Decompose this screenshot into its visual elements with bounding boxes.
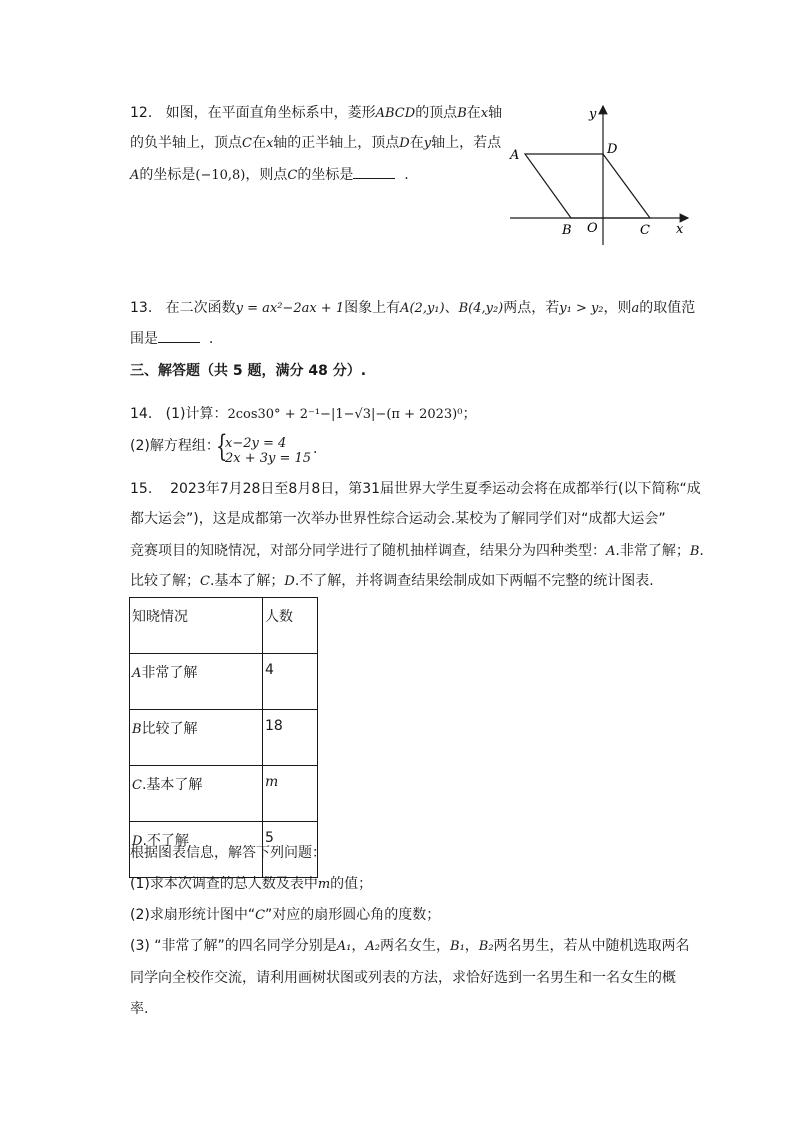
math: a bbox=[631, 301, 640, 316]
table-row bbox=[130, 654, 318, 710]
text: 、 bbox=[444, 300, 459, 316]
text: .基本了解； bbox=[209, 573, 285, 589]
q15-sub-3b bbox=[130, 968, 676, 988]
table-cell bbox=[130, 654, 263, 710]
brace: { bbox=[216, 429, 228, 464]
text: ， bbox=[351, 938, 366, 954]
q12-line-3 bbox=[130, 164, 409, 186]
math: x bbox=[480, 106, 489, 121]
text: ”对应的扇形圆心角的度数； bbox=[265, 907, 441, 923]
text: .非常了解； bbox=[615, 543, 690, 559]
table-header-row bbox=[130, 598, 318, 654]
label-b: B bbox=[562, 223, 572, 238]
label-c: C bbox=[640, 223, 650, 238]
math: (−10,8) bbox=[195, 168, 246, 183]
text: . bbox=[208, 331, 214, 347]
math: D bbox=[284, 574, 295, 589]
text: 轴 bbox=[488, 105, 503, 121]
text: 的值； bbox=[330, 876, 373, 892]
text: 的顶点 bbox=[415, 105, 458, 121]
q13-line-1 bbox=[130, 298, 695, 319]
q15-sub-2 bbox=[130, 905, 440, 926]
math-expression: 2cos30° + 2⁻¹−|1−√3|−(π + 2023)⁰ bbox=[227, 407, 463, 422]
text: 如图，在平面直角坐标系中，菱形 bbox=[165, 105, 376, 121]
q15-line-3 bbox=[130, 541, 704, 562]
math: A bbox=[130, 168, 140, 183]
math: y bbox=[423, 136, 432, 151]
math: C bbox=[242, 136, 252, 151]
label-o: O bbox=[587, 221, 598, 236]
math: C bbox=[132, 778, 142, 793]
text: . bbox=[313, 441, 318, 457]
math: A₁ bbox=[336, 939, 352, 954]
text: .基本了解 bbox=[141, 777, 203, 793]
text: 在二次函数 bbox=[165, 300, 236, 316]
math: B₂ bbox=[478, 939, 494, 954]
q15-number: 15. bbox=[130, 481, 153, 497]
text: (1)求本次调查的总人数及表中 bbox=[130, 876, 318, 892]
math: m bbox=[317, 877, 331, 892]
math: y₁ > y₂ bbox=[559, 301, 604, 316]
equation-1: x−2y = 4 bbox=[225, 436, 287, 451]
table-row bbox=[130, 766, 318, 822]
text: 根据图表信息，解答下列问题： bbox=[130, 845, 326, 861]
text: 在 bbox=[251, 135, 266, 151]
q15-line-1 bbox=[130, 479, 701, 499]
text: (3) “非常了解”的四名同学分别是 bbox=[130, 938, 337, 954]
math: A bbox=[606, 544, 616, 559]
math: B₁ bbox=[450, 939, 465, 954]
math: x bbox=[265, 136, 274, 151]
q15-line-4 bbox=[130, 571, 654, 592]
rhombus-figure bbox=[505, 100, 695, 250]
q15-sub-3a bbox=[130, 936, 690, 957]
text: 都大运会”)，这是成都第一次举办世界性综合运动会.某校为了解同学们对“成都大运会” bbox=[130, 511, 666, 527]
math: D bbox=[132, 834, 143, 849]
q12-number: 12. bbox=[130, 105, 153, 121]
math: B bbox=[132, 722, 142, 737]
text: ； bbox=[462, 406, 477, 422]
text: 在 bbox=[466, 105, 481, 121]
math: B bbox=[457, 106, 467, 121]
answer-blank bbox=[353, 164, 395, 179]
q15-line-2 bbox=[130, 509, 666, 529]
text: . bbox=[699, 543, 704, 559]
table-row bbox=[130, 710, 318, 766]
text: (2)求扇形统计图中“ bbox=[130, 907, 256, 923]
text: (1)计算： bbox=[165, 406, 228, 422]
q13-number: 13. bbox=[130, 300, 153, 316]
text: (2)解方程组： bbox=[130, 438, 220, 454]
text: 的取值范 bbox=[639, 300, 696, 316]
table-cell: 4 bbox=[263, 654, 318, 710]
q14-part-2 bbox=[130, 436, 220, 456]
table-cell bbox=[130, 710, 263, 766]
text: ，则点 bbox=[245, 167, 288, 183]
text: 围是 bbox=[130, 331, 158, 347]
table-cell: 18 bbox=[263, 710, 318, 766]
table-header: 人数 bbox=[263, 598, 318, 654]
math: C bbox=[287, 168, 298, 183]
q15-sub-1 bbox=[130, 874, 372, 895]
answer-blank bbox=[158, 328, 200, 343]
text: . bbox=[404, 167, 409, 183]
q14-part-1 bbox=[130, 404, 476, 425]
text: 的负半轴上，顶点 bbox=[130, 135, 242, 151]
table-cell bbox=[130, 766, 263, 822]
q15-sub-3c bbox=[130, 999, 148, 1019]
table-cell: m bbox=[263, 766, 318, 822]
text: 2023年7月28日至8月8日，第31届世界大学生夏季运动会将在成都举行(以下简称“成 bbox=[170, 481, 701, 497]
text: 轴上，若点 bbox=[431, 135, 502, 151]
text: 非常了解 bbox=[141, 665, 198, 681]
label-a: A bbox=[510, 148, 520, 163]
label-d: D bbox=[607, 142, 618, 157]
text: 图象上有 bbox=[344, 300, 401, 316]
survey-table bbox=[129, 597, 318, 878]
text: 两名男生，若从中随机选取两名 bbox=[493, 938, 690, 954]
label-x: x bbox=[676, 222, 684, 237]
text: 的坐标是 bbox=[297, 167, 354, 183]
label-y: y bbox=[589, 107, 597, 122]
math: A(2,y₁) bbox=[400, 301, 445, 316]
table-header: 知晓情况 bbox=[130, 598, 263, 654]
math: A bbox=[132, 666, 142, 681]
text: 轴的正半轴上，顶点 bbox=[273, 135, 400, 151]
math: C bbox=[200, 574, 210, 589]
table-cell: 5 bbox=[263, 822, 318, 878]
q12-line-1 bbox=[130, 103, 502, 124]
math: B(4,y₂) bbox=[458, 301, 504, 316]
text: 比较了解； bbox=[130, 573, 200, 589]
text: 比较了解 bbox=[141, 721, 198, 737]
rhombus-abcd bbox=[525, 154, 650, 218]
text: 同学向全校作交流，请利用画树状图或列表的方法，求恰好选到一名男生和一名女生的概 bbox=[130, 970, 676, 986]
q14-number: 14. bbox=[130, 406, 153, 422]
text: 两点，若 bbox=[503, 300, 560, 316]
equation-2: 2x + 3y = 15 bbox=[225, 451, 312, 466]
math: A₂ bbox=[365, 939, 381, 954]
text: 竞赛项目的知晓情况，对部分同学进行了随机抽样调查，结果分为四种类型： bbox=[130, 543, 606, 559]
text: 两名女生， bbox=[380, 938, 451, 954]
text: ， bbox=[464, 938, 479, 954]
text: ，则 bbox=[603, 300, 632, 316]
q12-line-2 bbox=[130, 133, 501, 154]
q15-after-table bbox=[130, 843, 326, 863]
math: C bbox=[255, 908, 266, 923]
text: 在 bbox=[409, 135, 424, 151]
math: ABCD bbox=[375, 106, 416, 121]
section-heading: 三、解答题（共 5 题，满分 48 分）. bbox=[130, 363, 367, 379]
text: 的坐标是 bbox=[139, 167, 196, 183]
math: D bbox=[399, 136, 410, 151]
text: .不了解 bbox=[142, 833, 189, 849]
text: 率. bbox=[130, 1001, 149, 1017]
math: y = ax²−2ax + 1 bbox=[235, 301, 345, 316]
text: .不了解，并将调查结果绘制成如下两幅不完整的统计图表. bbox=[294, 573, 654, 589]
q13-line-2 bbox=[130, 328, 213, 349]
math: B bbox=[689, 544, 700, 559]
